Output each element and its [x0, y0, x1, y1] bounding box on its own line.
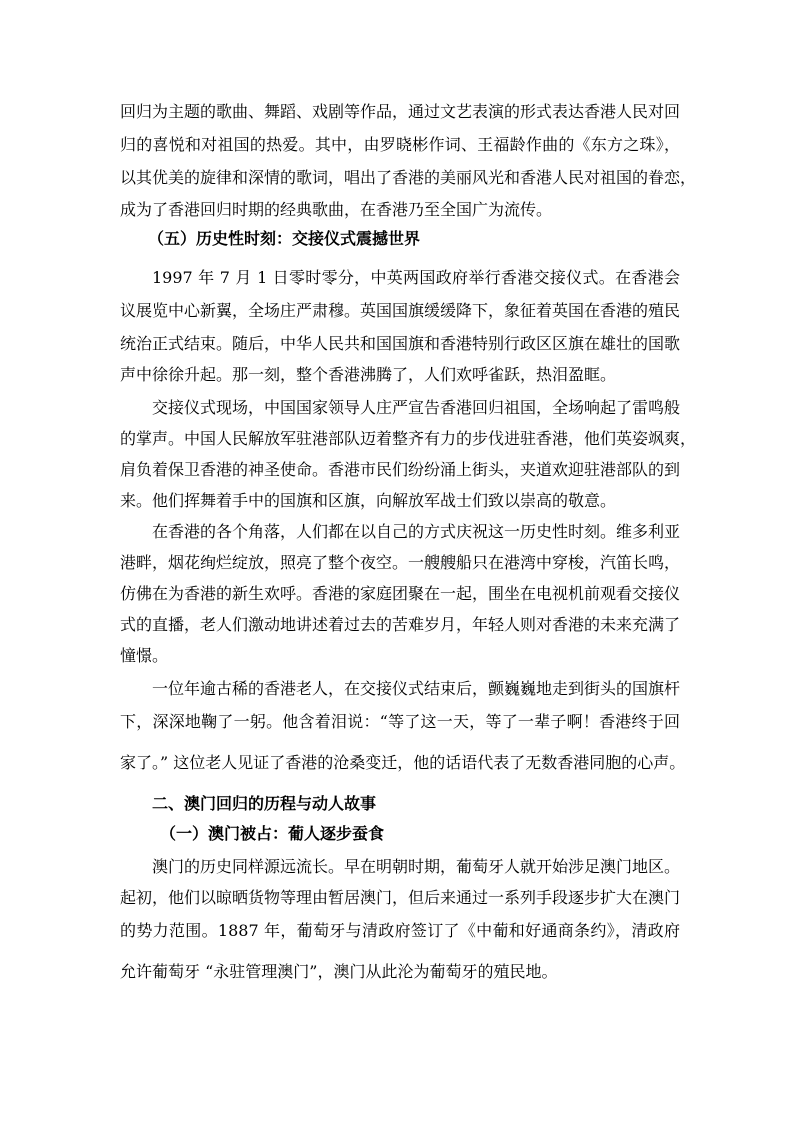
paragraph-line: 成为了香港回归时期的经典歌曲，在香港乃至全国广为流传。	[120, 200, 553, 219]
paragraph-line: 允许葡萄牙 “永驻管理澳门”，澳门从此沦为葡萄牙的殖民地。	[120, 962, 558, 981]
paragraph-line: 憧憬。	[120, 646, 169, 665]
section-heading-macau-one: （一）澳门被占：葡人逐步蚕食	[160, 824, 385, 843]
paragraph-line: 肩负着保卫香港的神圣使命。香港市民们纷纷涌上街头，夹道欢迎驻港部队的到	[120, 460, 681, 479]
paragraph-line: 交接仪式现场，中国国家领导人庄严宣告香港回归祖国，全场响起了雷鸣般	[152, 398, 681, 417]
paragraph-line: 回归为主题的歌曲、舞蹈、戏剧等作品，通过文艺表演的形式表达香港人民对回	[120, 102, 681, 121]
paragraph-line: 归的喜悦和对祖国的热爱。其中，由罗晓彬作词、王福龄作曲的《东方之珠》，	[120, 135, 680, 154]
paragraph-line: 1997 年 7 月 1 日零时零分，中英两国政府举行香港交接仪式。在香港会	[152, 268, 680, 287]
paragraph-line: 澳门的历史同样源远流长。早在明朝时期，葡萄牙人就开始涉足澳门地区。	[152, 857, 681, 876]
paragraph-line: 仿佛在为香港的新生欢呼。香港的家庭团聚在一起，围坐在电视机前观看交接仪	[120, 584, 681, 603]
paragraph-line: 声中徐徐升起。那一刻，整个香港沸腾了，人们欢呼雀跃，热泪盈眶。	[120, 365, 617, 384]
section-heading-five: （五）历史性时刻：交接仪式震撼世界	[148, 229, 421, 248]
paragraph-line: 议展览中心新翼，全场庄严肃穆。英国国旗缓缓降下，象征着英国在香港的殖民	[120, 301, 681, 320]
section-heading-two: 二、澳门回归的历程与动人故事	[152, 794, 377, 813]
paragraph-line: 的势力范围。1887 年，葡萄牙与清政府签订了《中葡和好通商条约》，清政府	[120, 921, 680, 940]
paragraph-line: 港畔，烟花绚烂绽放，照亮了整个夜空。一艘艘船只在港湾中穿梭，汽笛长鸣，	[120, 553, 681, 572]
paragraph-line: 以其优美的旋律和深情的歌词，唱出了香港的美丽风光和香港人民对祖国的眷恋，	[120, 168, 697, 187]
paragraph-line: 一位年逾古稀的香港老人，在交接仪式结束后，颤巍巍地走到街头的国旗杆	[152, 679, 681, 698]
paragraph-line: 在香港的各个角落，人们都在以自己的方式庆祝这一历史性时刻。维多利亚	[152, 522, 681, 541]
paragraph-line: 式的直播，老人们激动地讲述着过去的苦难岁月，年轻人则对香港的未来充满了	[120, 615, 681, 634]
paragraph-line: 来。他们挥舞着手中的国旗和区旗，向解放军战士们致以崇高的敬意。	[120, 491, 617, 510]
paragraph-line: 的掌声。中国人民解放军驻港部队迈着整齐有力的步伐进驻香港，他们英姿飒爽，	[120, 429, 697, 448]
paragraph-line: 下，深深地鞠了一躬。他含着泪说：“等了这一天，等了一辈子啊！香港终于回	[120, 712, 680, 731]
paragraph-line: 家了。” 这位老人见证了香港的沧桑变迁，他的话语代表了无数香港同胞的心声。	[120, 753, 686, 772]
paragraph-line: 统治正式结束。随后，中华人民共和国国旗和香港特别行政区区旗在雄壮的国歌	[120, 334, 681, 353]
paragraph-line: 起初，他们以晾晒货物等理由暂居澳门，但后来通过一系列手段逐步扩大在澳门	[120, 888, 681, 907]
